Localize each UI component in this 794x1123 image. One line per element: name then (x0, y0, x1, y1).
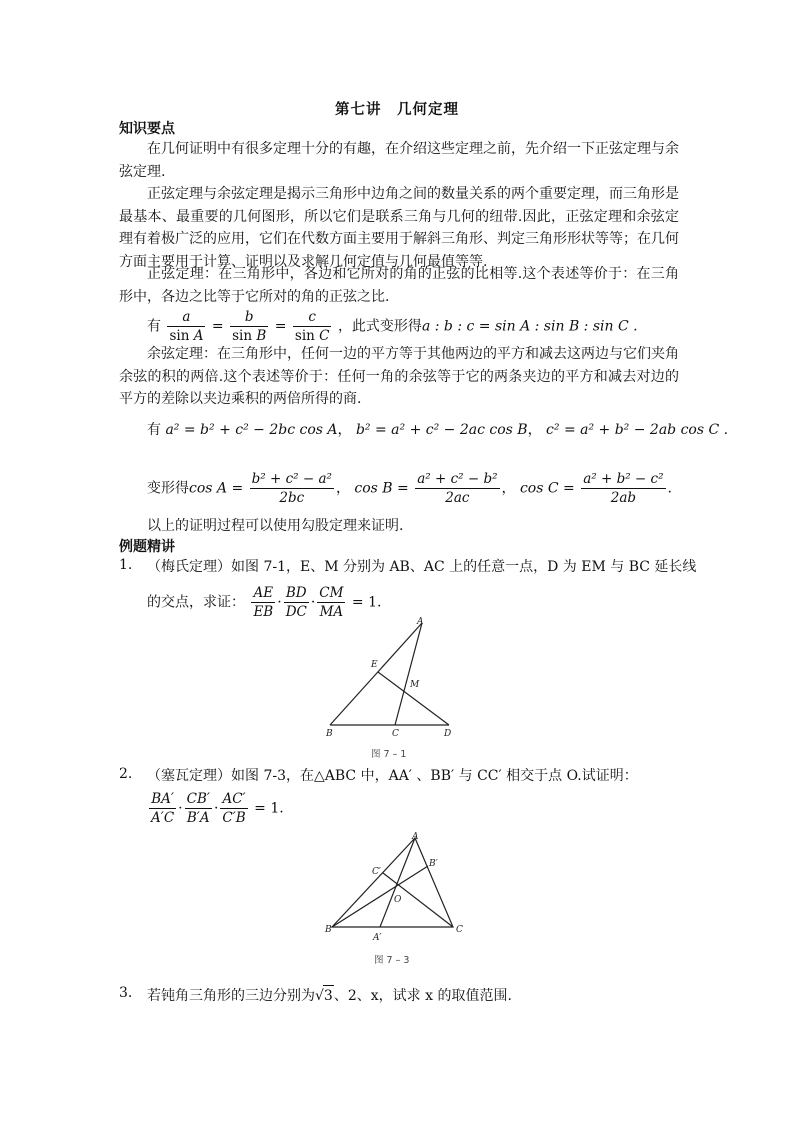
paragraph-sine-cosine-overview: 正弦定理与余弦定理是揭示三角形中边角之间的数量关系的两个重要定理，而三角形是最基本、最重要的几何图形，所以它们是联系三角与几何的纽带.因此，正弦定理和余弦定理有着极广泛的应用，它们在代数方面主要用于解斜三角形、判定三角形形状等等；在几何方面主要用于计算、证明以及求解几何定值与几何最值等等. (119, 186, 679, 270)
problem-3-text-a: 若钝角三角形的三边分别为 (147, 988, 315, 1004)
formula-mid-text: ，此式变形得 (337, 318, 422, 335)
paragraph-law-of-sines: 正弦定理：在三角形中，各边和它所对的角的正弦的比相等.这个表述等价于：在三角形中，各边之比等于它所对的角的正弦之比. (119, 266, 679, 305)
figure-7-3-caption: 图 7 – 3 (374, 955, 410, 966)
problem-1-claim-prefix: 的交点，求证： (147, 594, 245, 611)
formula-prefix: 变形得 (147, 480, 189, 497)
section-heading-examples: 例题精讲 (119, 539, 175, 555)
label-b: B (326, 729, 333, 739)
page-title: 第七讲 几何定理 (335, 101, 459, 118)
law-of-sines-formula: 有 $\frac{a}{\text{sin A}}$ = $\frac{b}{\text{sin B}}$ = $\frac{c}{\text{sin C}}$ ，此式变形得a : b : c = sin A : sin B : sin C . (147, 309, 638, 344)
label-b1: B′ (429, 859, 438, 869)
cosine-transform-formula: 变形得cos A = $\frac{\text{b² + c² − a²}}{2bc}$ ， cos B = $\frac{\text{a² + c² − b²}}{2ac}$ ， cos C = $\frac{\text{a² + b² − c²}}{2ab}$ . (147, 471, 672, 506)
figure-7-1 (320, 615, 460, 745)
problem-2-claim: $\frac{BA'}{A'C}$ · $\frac{CB'}{B'A}$ · $\frac{AC'}{C'B}$ = 1. (151, 791, 284, 826)
problem-2-number: 2. (119, 766, 133, 782)
label-c1: C′ (372, 867, 381, 877)
problem-3-text-b: 、2、x，试求 x 的取值范围. (333, 988, 512, 1004)
label-c: C (392, 729, 399, 739)
paragraph-law-of-cosines: 余弦定理：在三角形中，任何一边的平方等于其他两边的平方和减去这两边与它们夹角余弦的积的两倍.这个表述等价于：任何一角的余弦等于它的两条夹边的平方和减去对边的平方的差除以夹边乘积的两倍所得的商. (119, 346, 679, 407)
figure-7-3 (320, 830, 465, 945)
cosine-law-c: c² = a² + b² − 2ab cos C . (546, 422, 729, 438)
paragraph-intro: 在几何证明中有很多定理十分的有趣，在介绍这些定理之前，先介绍一下正弦定理与余弦定理. (119, 141, 679, 180)
problem-1-text: （梅氏定理）如图 7-1，E、M 分别为 AB、AC 上的任意一点，D 为 EM 与 BC 延长线 (147, 559, 697, 575)
sqrt-value: 3 (323, 985, 334, 1006)
label-a1: A′ (373, 933, 382, 943)
problem-1-number: 1. (119, 557, 133, 573)
label-o: O (394, 895, 402, 905)
formula-prefix: 有 (147, 422, 161, 438)
problem-2-text: （塞瓦定理）如图 7-3，在△ABC 中，AA′ 、BB′ 与 CC′ 相交于点 O.试证明： (147, 768, 638, 784)
label-e: E (371, 660, 378, 670)
problem-1-claim: 的交点，求证： $\frac{AE}{EB}$ · $\frac{BD}{DC}$ · $\frac{CM}{MA}$ = 1. (147, 585, 382, 620)
law-of-cosines-formula: 有 a² = b² + c² − 2bc cos A， b² = a² + c² − 2ac cos B， c² = a² + b² − 2ab cos C . (147, 422, 729, 438)
section-heading-knowledge: 知识要点 (119, 121, 175, 137)
label-a: A (417, 617, 424, 627)
figure-7-1-caption: 图 7 – 1 (371, 749, 407, 760)
paragraph-proof-note: 以上的证明过程可以使用勾股定理来证明. (147, 518, 404, 534)
label-m: M (410, 680, 420, 690)
label-c: C (456, 925, 463, 935)
label-d: D (444, 729, 452, 739)
problem-3-text: 若钝角三角形的三边分别为√3、2、x，试求 x 的取值范围. (147, 985, 512, 1006)
cosine-law-a: a² = b² + c² − 2bc cos A (165, 422, 338, 438)
problem-1-claim-tail: = 1. (351, 594, 382, 611)
cosine-law-b: b² = a² + c² − 2ac cos B (355, 422, 528, 438)
formula-prefix: 有 (147, 318, 161, 335)
problem-3-number: 3. (119, 985, 133, 1001)
label-b: B (325, 925, 332, 935)
problem-2-claim-tail: = 1. (254, 800, 284, 817)
cevian-aa1 (380, 838, 415, 927)
label-a: A (412, 832, 419, 842)
sine-ratio: a : b : c = sin A : sin B : sin C . (421, 318, 638, 335)
